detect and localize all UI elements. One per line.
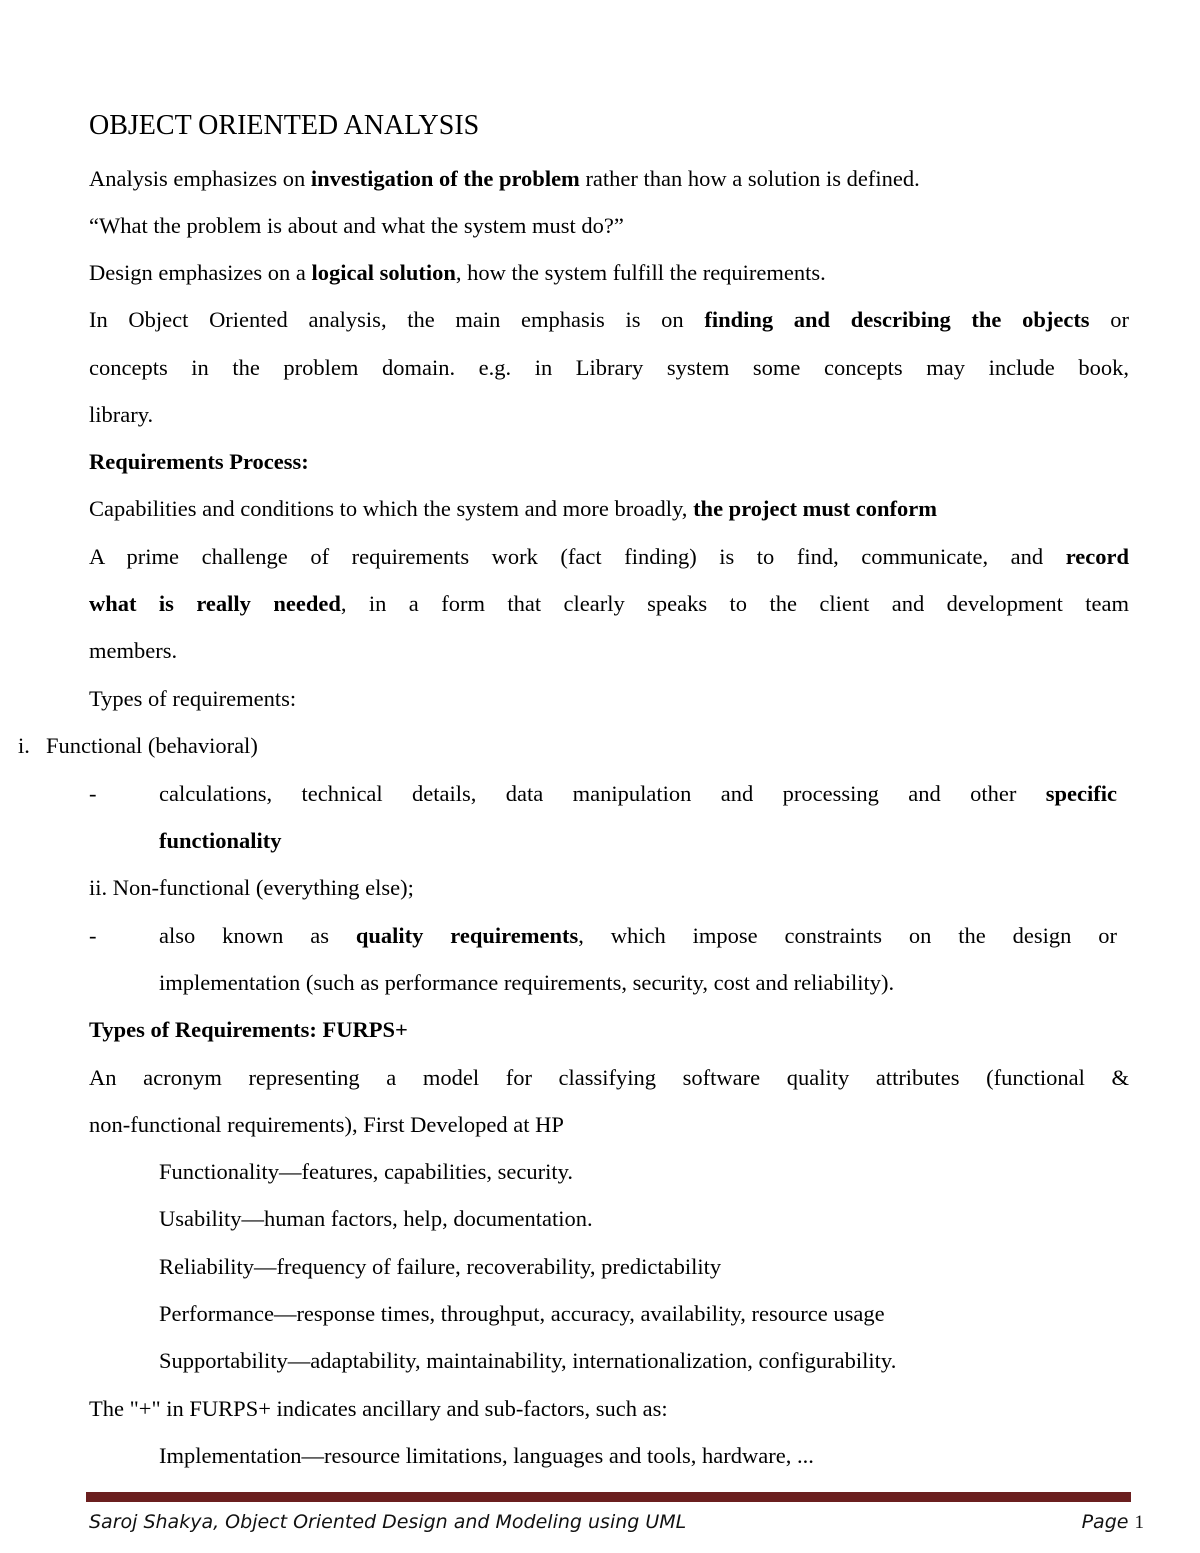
footer-author-title: Saroj Shakya, Object Oriented Design and Modeling using UML (89, 1511, 687, 1533)
implementation-item: Implementation—resource limitations, languages and tools, hardware, ... (159, 1443, 814, 1468)
furps-heading: Types of Requirements: FURPS+ (89, 1017, 408, 1042)
nonfunctional-dash: - (89, 923, 97, 948)
nonfunctional-detail-line-1: also known as quality requirements, which impose constraints on the design or (159, 923, 1117, 948)
page-title: OBJECT ORIENTED ANALYSIS (89, 110, 480, 141)
challenge-paragraph-line-2: what is really needed, in a form that clearly speaks to the client and development team (89, 591, 1130, 616)
furps-item-functionality: Functionality—features, capabilities, security. (159, 1159, 574, 1184)
challenge-paragraph-line-3: members. (89, 638, 178, 663)
footer-rule (86, 1492, 1131, 1502)
plus-explanation: The "+" in FURPS+ indicates ancillary and sub-factors, such as: (89, 1396, 668, 1421)
furps-item-reliability: Reliability—frequency of failure, recoverability, predictability (159, 1254, 722, 1279)
ooa-paragraph-line-3: library. (89, 402, 154, 427)
types-of-requirements-label: Types of requirements: (89, 686, 297, 711)
functional-detail-line-2: functionality (159, 828, 282, 853)
capabilities-paragraph: Capabilities and conditions to which the system and more broadly, the project must conform (89, 496, 937, 521)
challenge-paragraph-line-1: A prime challenge of requirements work (fact finding) is to find, communicate, and record (89, 544, 1129, 569)
functional-dash: - (89, 781, 97, 806)
ooa-paragraph-line-2: concepts in the problem domain. e.g. in Library system some concepts may include book, (89, 355, 1129, 380)
nonfunctional-item: ii. Non-functional (everything else); (89, 875, 414, 900)
page-number: 1 (1134, 1512, 1144, 1533)
furps-description-line-2: non-functional requirements), First Developed at HP (89, 1112, 564, 1137)
nonfunctional-detail-line-2: implementation (such as performance requirements, security, cost and reliability). (159, 970, 895, 995)
problem-quote: “What the problem is about and what the system must do?” (89, 213, 624, 238)
furps-item-supportability: Supportability—adaptability, maintainability, internationalization, configurability. (159, 1348, 897, 1373)
furps-description-line-1: An acronym representing a model for classifying software quality attributes (functional & (89, 1065, 1129, 1090)
furps-item-usability: Usability—human factors, help, documentation. (159, 1206, 593, 1231)
functional-detail-line-1: calculations, technical details, data manipulation and processing and other specific (159, 781, 1117, 806)
functional-item: i. Functional (behavioral) (18, 733, 258, 758)
furps-item-performance: Performance—response times, throughput, accuracy, availability, resource usage (159, 1301, 885, 1326)
footer-page: Page 1 (1081, 1511, 1144, 1533)
design-paragraph: Design emphasizes on a logical solution, how the system fulfill the requirements. (89, 260, 826, 285)
ooa-paragraph-line-1: In Object Oriented analysis, the main emphasis is on finding and describing the objects or (89, 307, 1129, 332)
analysis-paragraph: Analysis emphasizes on investigation of the problem rather than how a solution is defined. (89, 166, 920, 191)
requirements-process-heading: Requirements Process: (89, 449, 309, 474)
